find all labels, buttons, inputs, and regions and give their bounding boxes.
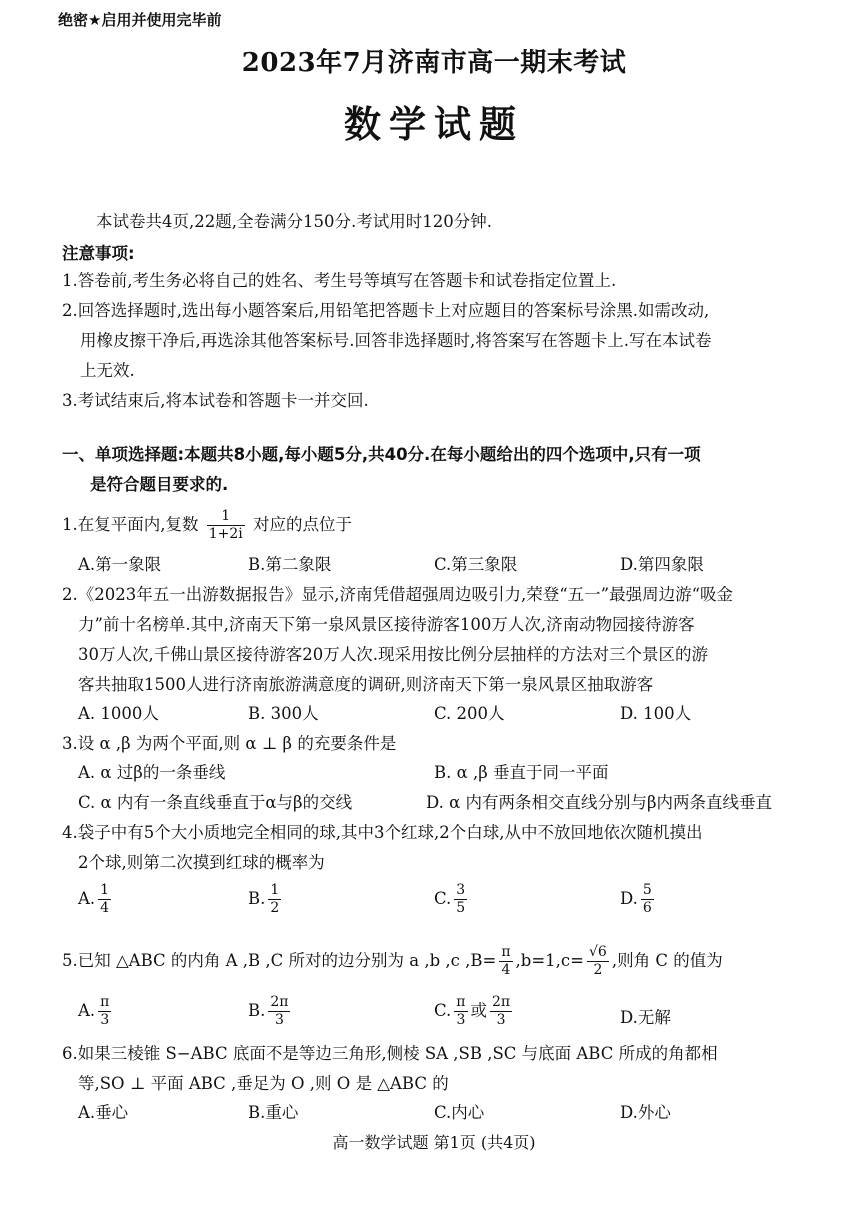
q2-option-d: D. 100人 bbox=[620, 704, 692, 723]
note-1: 1.答卷前,考生务必将自己的姓名、考生号等填写在答题卡和试卷指定位置上. bbox=[62, 271, 617, 290]
q3-option-b: B. α ,β 垂直于同一平面 bbox=[434, 763, 609, 782]
q2-options bbox=[78, 700, 813, 730]
q5-options bbox=[78, 994, 813, 1038]
q5-b-opt-num: 2π bbox=[270, 994, 289, 1010]
question-3: 3.设 α ,β 为两个平面,则 α ⊥ β 的充要条件是 bbox=[62, 734, 397, 753]
q3-options-row2 bbox=[78, 789, 813, 819]
q2-line-2: 力”前十名榜单.其中,济南天下第一泉风景区接待游客100万人次,济南动物园接待游客 bbox=[78, 615, 695, 634]
q1-option-b: B.第二象限 bbox=[248, 555, 332, 574]
q6-line-1: 6.如果三棱锥 S−ABC 底面不是等边三角形,侧棱 SA ,SB ,SC 与底面 ABC 所成的角都相 bbox=[62, 1044, 718, 1063]
q1-option-d: D.第四象限 bbox=[620, 555, 704, 574]
q5-c1-den: 3 bbox=[456, 1012, 466, 1028]
q5-option-a bbox=[78, 994, 114, 1029]
q6-option-c: C.内心 bbox=[434, 1103, 485, 1122]
q1-frac-num: 1 bbox=[207, 508, 245, 526]
note-2-cont2: 上无效. bbox=[80, 361, 135, 380]
q2-option-c: C. 200人 bbox=[434, 704, 505, 723]
q5-option-c bbox=[434, 994, 515, 1029]
q5-a-num: π bbox=[100, 994, 110, 1010]
q3-options-row1 bbox=[78, 759, 813, 789]
q2-option-a: A. 1000人 bbox=[78, 704, 159, 723]
q2-line-4: 客共抽取1500人进行济南旅游满意度的调研,则济南天下第一泉风景区抽取游客 bbox=[78, 675, 654, 694]
q4-option-d bbox=[620, 882, 657, 917]
q1-option-c: C.第三象限 bbox=[434, 555, 518, 574]
q5-c2-num: 2π bbox=[492, 994, 511, 1010]
question-4 bbox=[62, 818, 812, 878]
q5-c1-num: π bbox=[456, 994, 466, 1010]
exam-subject: 数学试题 bbox=[344, 103, 524, 146]
section-heading-line1: 一、单项选择题:本题共8小题,每小题5分,共40分.在每小题给出的四个选项中,只有一项 bbox=[62, 445, 701, 464]
q5-option-c-label: C. bbox=[434, 1001, 452, 1020]
q5-c-den: 2 bbox=[593, 962, 603, 978]
q2-line-3: 30万人次,千佛山景区接待游客20万人次.现采用按比例分层抽样的方法对三个景区的游 bbox=[78, 645, 708, 664]
q4-b-den: 2 bbox=[270, 900, 280, 916]
section-heading bbox=[62, 440, 812, 500]
q4-b-num: 1 bbox=[270, 882, 280, 898]
q5-b-den: 4 bbox=[501, 962, 511, 978]
note-2: 2.回答选择题时,选出每小题答案后,用铅笔把答题卡上对应题目的答案标号涂黑.如需改动, bbox=[62, 301, 710, 320]
q1-option-a: A.第一象限 bbox=[78, 555, 162, 574]
q5-b-opt-den: 3 bbox=[274, 1012, 284, 1028]
question-2 bbox=[62, 580, 812, 700]
q5-c2-den: 3 bbox=[496, 1012, 506, 1028]
question-5 bbox=[62, 944, 812, 979]
q4-option-c-label: C. bbox=[434, 889, 452, 908]
q4-option-b bbox=[248, 882, 284, 917]
q1-suffix: 对应的点位于 bbox=[253, 515, 353, 534]
q4-a-num: 1 bbox=[100, 882, 110, 898]
q5-part2: ,b=1,c= bbox=[515, 951, 584, 970]
q5-option-b-label: B. bbox=[248, 1001, 266, 1020]
q4-a-den: 4 bbox=[100, 900, 110, 916]
question-6 bbox=[62, 1039, 812, 1099]
q6-option-a: A.垂心 bbox=[78, 1103, 129, 1122]
q4-line-2: 2个球,则第二次摸到红球的概率为 bbox=[78, 853, 325, 872]
q1-options bbox=[78, 551, 813, 581]
q3-option-c: C. α 内有一条直线垂直于α与β的交线 bbox=[78, 793, 353, 812]
q5-b-num: π bbox=[501, 944, 511, 960]
note-2-cont: 用橡皮擦干净后,再选涂其他答案标号.回答非选择题时,将答案写在答题卡上.写在本试卷 bbox=[80, 331, 712, 350]
q3-option-a: A. α 过β的一条垂线 bbox=[78, 763, 226, 782]
q4-c-den: 5 bbox=[456, 900, 466, 916]
q4-option-a-label: A. bbox=[78, 889, 96, 908]
q2-option-b: B. 300人 bbox=[248, 704, 319, 723]
section-heading-line2: 是符合题目要求的. bbox=[90, 475, 229, 494]
q6-line-2: 等,SO ⊥ 平面 ABC ,垂足为 O ,则 O 是 △ABC 的 bbox=[78, 1074, 449, 1093]
q4-d-num: 5 bbox=[642, 882, 652, 898]
q5-part3: ,则角 C 的值为 bbox=[611, 951, 723, 970]
q4-line-1: 4.袋子中有5个大小质地完全相同的球,其中3个红球,2个白球,从中不放回地依次随机摸出 bbox=[62, 823, 703, 842]
q1-prefix: 1.在复平面内,复数 bbox=[62, 515, 199, 534]
q5-c-or: 或 bbox=[470, 1001, 487, 1020]
question-1 bbox=[62, 508, 812, 543]
q6-option-d: D.外心 bbox=[620, 1103, 671, 1122]
q2-line-1: 2.《2023年五一出游数据报告》显示,济南凭借超强周边吸引力,荣登“五一”最强周边游“吸金 bbox=[62, 585, 734, 604]
notes-heading: 注意事项: bbox=[62, 244, 135, 263]
q4-d-den: 6 bbox=[642, 900, 652, 916]
q5-option-a-label: A. bbox=[78, 1001, 96, 1020]
q4-option-b-label: B. bbox=[248, 889, 266, 908]
exam-intro: 本试卷共4页,22题,全卷满分150分.考试用时120分钟. bbox=[96, 212, 492, 231]
page-footer: 高一数学试题 第1页 (共4页) bbox=[332, 1133, 536, 1152]
q3-option-d: D. α 内有两条相交直线分别与β内两条直线垂直 bbox=[426, 793, 773, 812]
confidential-label: 绝密★启用并使用完毕前 bbox=[58, 11, 222, 29]
q5-c-num: √6 bbox=[589, 944, 607, 960]
q6-option-b: B.重心 bbox=[248, 1103, 299, 1122]
q6-options bbox=[78, 1099, 813, 1129]
exam-title: 2023年7月济南市高一期末考试 bbox=[241, 48, 627, 78]
q5-part1: 5.已知 △ABC 的内角 A ,B ,C 所对的边分别为 a ,b ,c ,B= bbox=[62, 951, 497, 970]
q5-option-d: D.无解 bbox=[620, 1008, 671, 1027]
q4-option-d-label: D. bbox=[620, 889, 638, 908]
q1-fraction bbox=[207, 508, 245, 543]
q4-c-num: 3 bbox=[456, 882, 466, 898]
q1-frac-den: 1+2i bbox=[208, 526, 243, 542]
q5-a-den: 3 bbox=[100, 1012, 110, 1028]
q4-option-c bbox=[434, 882, 470, 917]
q4-option-a bbox=[78, 882, 114, 917]
q4-options bbox=[78, 882, 813, 926]
q5-option-b bbox=[248, 994, 293, 1029]
note-3: 3.考试结束后,将本试卷和答题卡一并交回. bbox=[62, 391, 369, 410]
